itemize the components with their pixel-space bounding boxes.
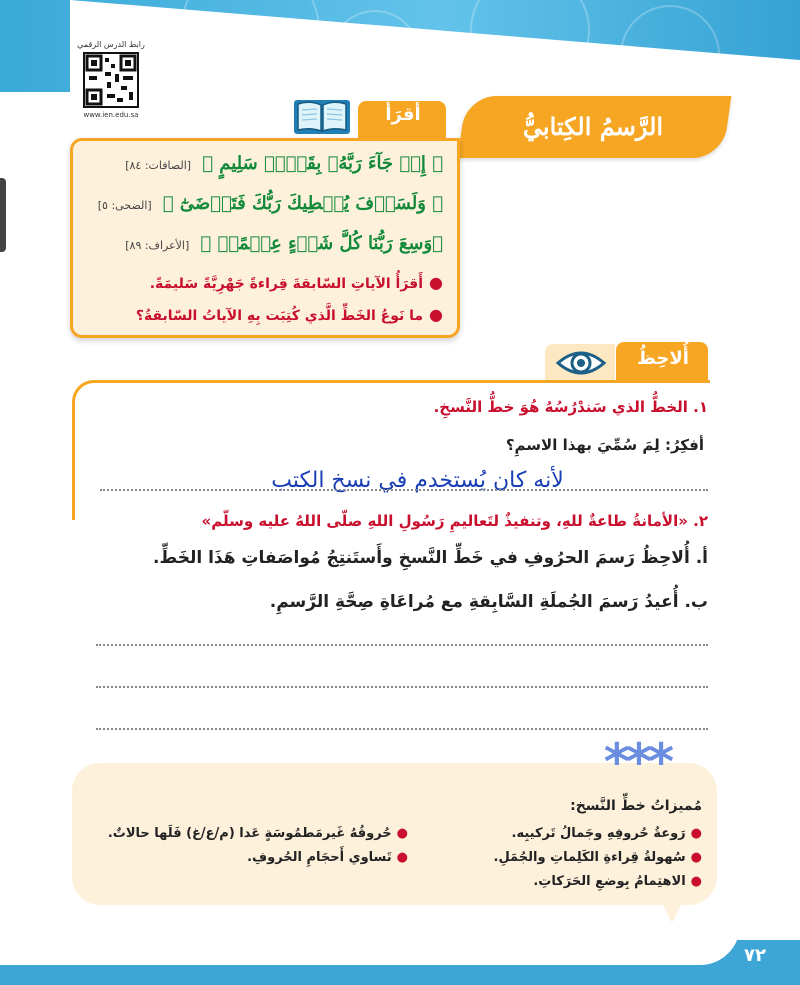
stars-decoration: *** xyxy=(603,733,671,791)
read-task-text: أَقرَأُ الآياتِ السّابقةَ قِراءةً جَهْرِيَّةً سَليمَةً. xyxy=(149,276,424,292)
read-task xyxy=(136,305,443,324)
qr-url[interactable]: www.ien.edu.sa xyxy=(83,111,139,119)
page-number: ٧٢ xyxy=(744,945,766,966)
bullet-icon: ● xyxy=(690,850,702,865)
feature-item xyxy=(512,826,702,841)
verse-ref: [الضحى: ٥] xyxy=(97,199,152,212)
feature-text: حُروفُهُ غَيرمَطمُوسَةٍ عَدا (م/ع/غ) فَلَها حالاتٌ. xyxy=(107,826,392,841)
bullet-icon: ● xyxy=(396,826,408,841)
writing-line[interactable] xyxy=(96,686,708,688)
question-1: ١. الخطُّ الذي سَندْرُسُهُ هُوَ خطُّ النَّسخِ. xyxy=(433,398,708,416)
question-2: ٢. «الأمانةُ طاعةٌ للهِ، وتنفيذٌ لتَعاليمِ رَسُولِ اللهِ صلّى اللهُ عليه وسلّم» xyxy=(201,512,708,530)
eye-icon xyxy=(555,347,607,379)
feature-item xyxy=(108,826,408,841)
read-task xyxy=(150,273,443,292)
feature-item xyxy=(247,850,408,865)
read-label: أَقرَأُ xyxy=(385,104,421,125)
handwritten-answer: لأنه كان يُستخدم في نسخ الكتب xyxy=(271,468,564,493)
verse-text: ﴿ إِذۡ جَآءَ رَبَّهُۥ بِقَلۡبٖ سَلِيمٍ ﴾ xyxy=(202,153,443,174)
qr-block[interactable] xyxy=(72,40,150,122)
feature-text: الاهتِمامُ بِوضعِ الحَرَكاتِ. xyxy=(533,874,686,889)
book-icon xyxy=(292,96,352,138)
bullet-icon: ● xyxy=(690,874,702,889)
writing-line[interactable] xyxy=(96,644,708,646)
bullet-icon: ● xyxy=(690,826,702,841)
bullet-icon: ● xyxy=(429,305,443,324)
verses-box xyxy=(70,138,460,338)
feature-text: سُهولةُ قِراءةِ الكَلِماتِ والجُمَلِ. xyxy=(493,850,686,865)
qr-title: رابط الدرس الرقمي xyxy=(77,40,145,49)
writing-line[interactable] xyxy=(96,728,708,730)
read-task-text: ما نَوعُ الخَطِّ الَّذي كُتِبَت بِهِ الآياتُ السّابقةُ؟ xyxy=(135,308,424,324)
feature-text: رَوعةُ حُروفِهِ وجَمالُ تَركيبِه. xyxy=(511,826,686,841)
features-bubble-tail xyxy=(658,895,686,923)
verse-text: ﴿ وَلَسَوۡفَ يُعۡطِيكَ رَبُّكَ فَتَرۡضَىٰٓ ﴾ xyxy=(162,193,443,214)
features-title: مُميزاتُ خطِّ النَّسخ: xyxy=(570,798,702,814)
verse-row xyxy=(125,233,443,254)
think-prompt: أفكِرُ: لِمَ سُمِّيَ بهذا الاسمِ؟ xyxy=(505,436,704,454)
bullet-icon: ● xyxy=(396,850,408,865)
verse-row xyxy=(125,153,443,174)
feature-item xyxy=(494,850,703,865)
verse-ref: [الأعراف: ٨٩] xyxy=(125,239,190,252)
bullet-icon: ● xyxy=(429,273,443,292)
question-2b: ب. أُعيدُ رَسمَ الجُملَةِ السَّابِقةِ مع مُراعَاةِ صِحَّةِ الرَّسمِ. xyxy=(269,592,708,612)
question-2a: أ. أُلاحِظُ رَسمَ الحرُوفِ في خَطِّ النَّسخِ وأَستَنتِجُ مُواصَفاتِ هَذَا الخَطِّ. xyxy=(153,548,708,568)
verse-row xyxy=(98,193,443,214)
bottom-white-curve xyxy=(0,925,740,965)
page-side-marker xyxy=(0,178,6,252)
qr-code-icon[interactable] xyxy=(83,52,139,108)
answer-line xyxy=(100,489,708,491)
feature-item xyxy=(533,874,702,889)
feature-text: تَساوي أَحجَامِ الحُروفِ. xyxy=(247,850,392,865)
observe-label: أُلاحِظُ xyxy=(637,348,689,369)
verse-ref: [الصافات: ٨٤] xyxy=(125,159,192,172)
verse-text: ﴿وَسِعَ رَبُّنَا كُلَّ شَيۡءٍ عِلۡمًاۚ ﴾ xyxy=(200,233,443,254)
page-title: الرَّسمُ الكِتابيُّ xyxy=(522,112,664,141)
